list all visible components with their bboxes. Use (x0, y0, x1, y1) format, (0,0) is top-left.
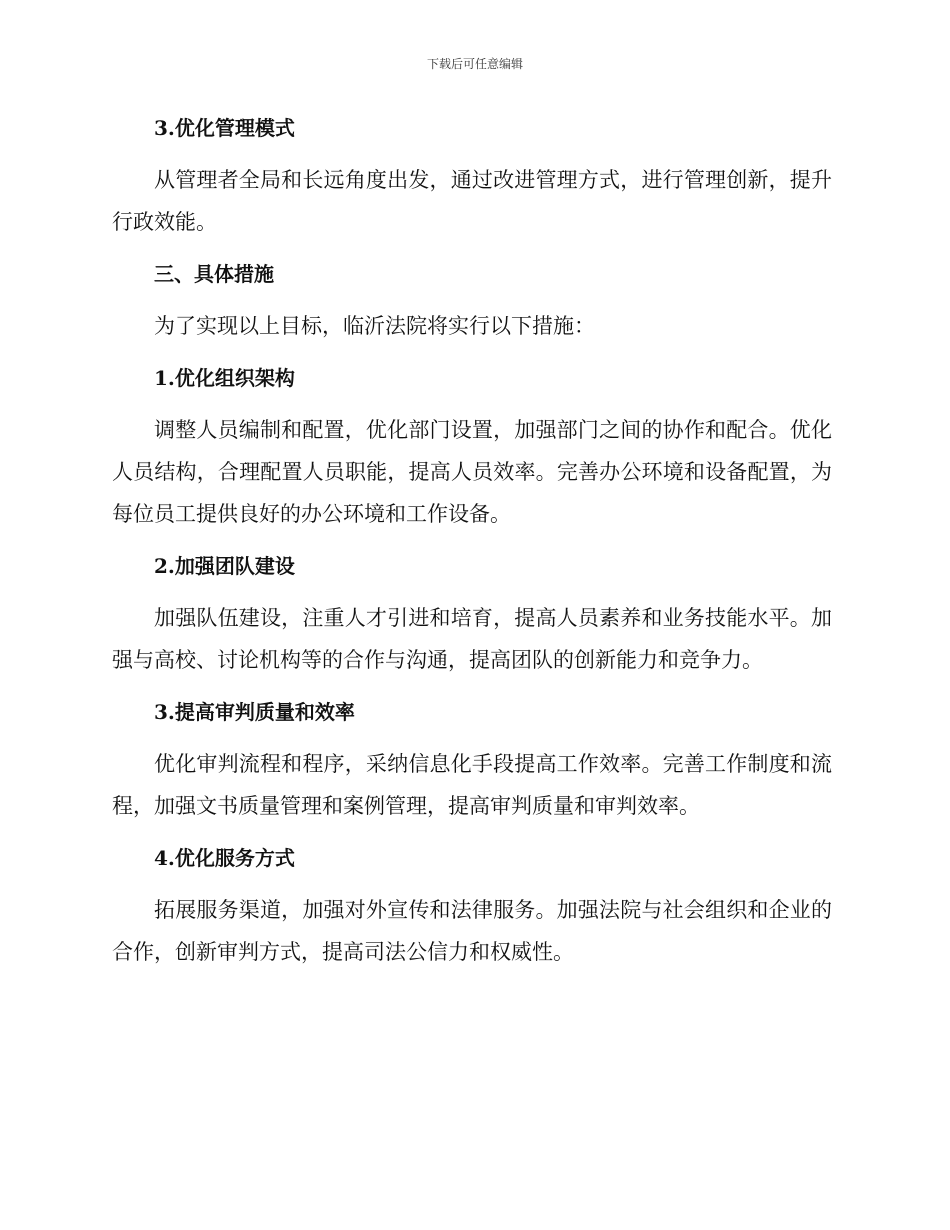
header-note: 下载后可任意编辑 (426, 57, 523, 71)
paragraph-team-building: 加强队伍建设，注重人才引进和培育，提高人员素养和业务技能水平。加强与高校、讨论机构等的合作与沟通，提高团队的创新能力和竞争力。 (112, 606, 832, 672)
paragraph-service: 拓展服务渠道，加强对外宣传和法律服务。加强法院与社会组织和企业的合作，创新审判方式，提高司法公信力和权威性。 (112, 898, 832, 964)
paragraph-organization: 调整人员编制和配置，优化部门设置，加强部门之间的协作和配合。优化人员结构，合理配置人员职能，提高人员效率。完善办公环境和设备配置，为每位员工提供良好的办公环境和工作设备。 (112, 418, 832, 526)
section-heading-trial-quality: 3.提高审判质量和效率 (154, 700, 355, 724)
paragraph-trial-quality: 优化审判流程和程序，采纳信息化手段提高工作效率。完善工作制度和流程，加强文书质量管理和案例管理，提高审判质量和审判效率。 (112, 752, 832, 818)
document-body (112, 108, 832, 984)
paragraph-optimize-management: 从管理者全局和长远角度出发，通过改进管理方式，进行管理创新，提升行政效能。 (112, 168, 832, 234)
section-heading-team-building: 2.加强团队建设 (154, 554, 295, 578)
paragraph-measures-intro: 为了实现以上目标，临沂法院将实行以下措施： (154, 314, 595, 338)
section-heading-service: 4.优化服务方式 (154, 846, 295, 870)
section-heading-specific-measures: 三、具体措施 (154, 262, 274, 286)
section-heading-optimize-management: 3.优化管理模式 (154, 116, 295, 140)
section-heading-organization: 1.优化组织架构 (154, 366, 295, 390)
